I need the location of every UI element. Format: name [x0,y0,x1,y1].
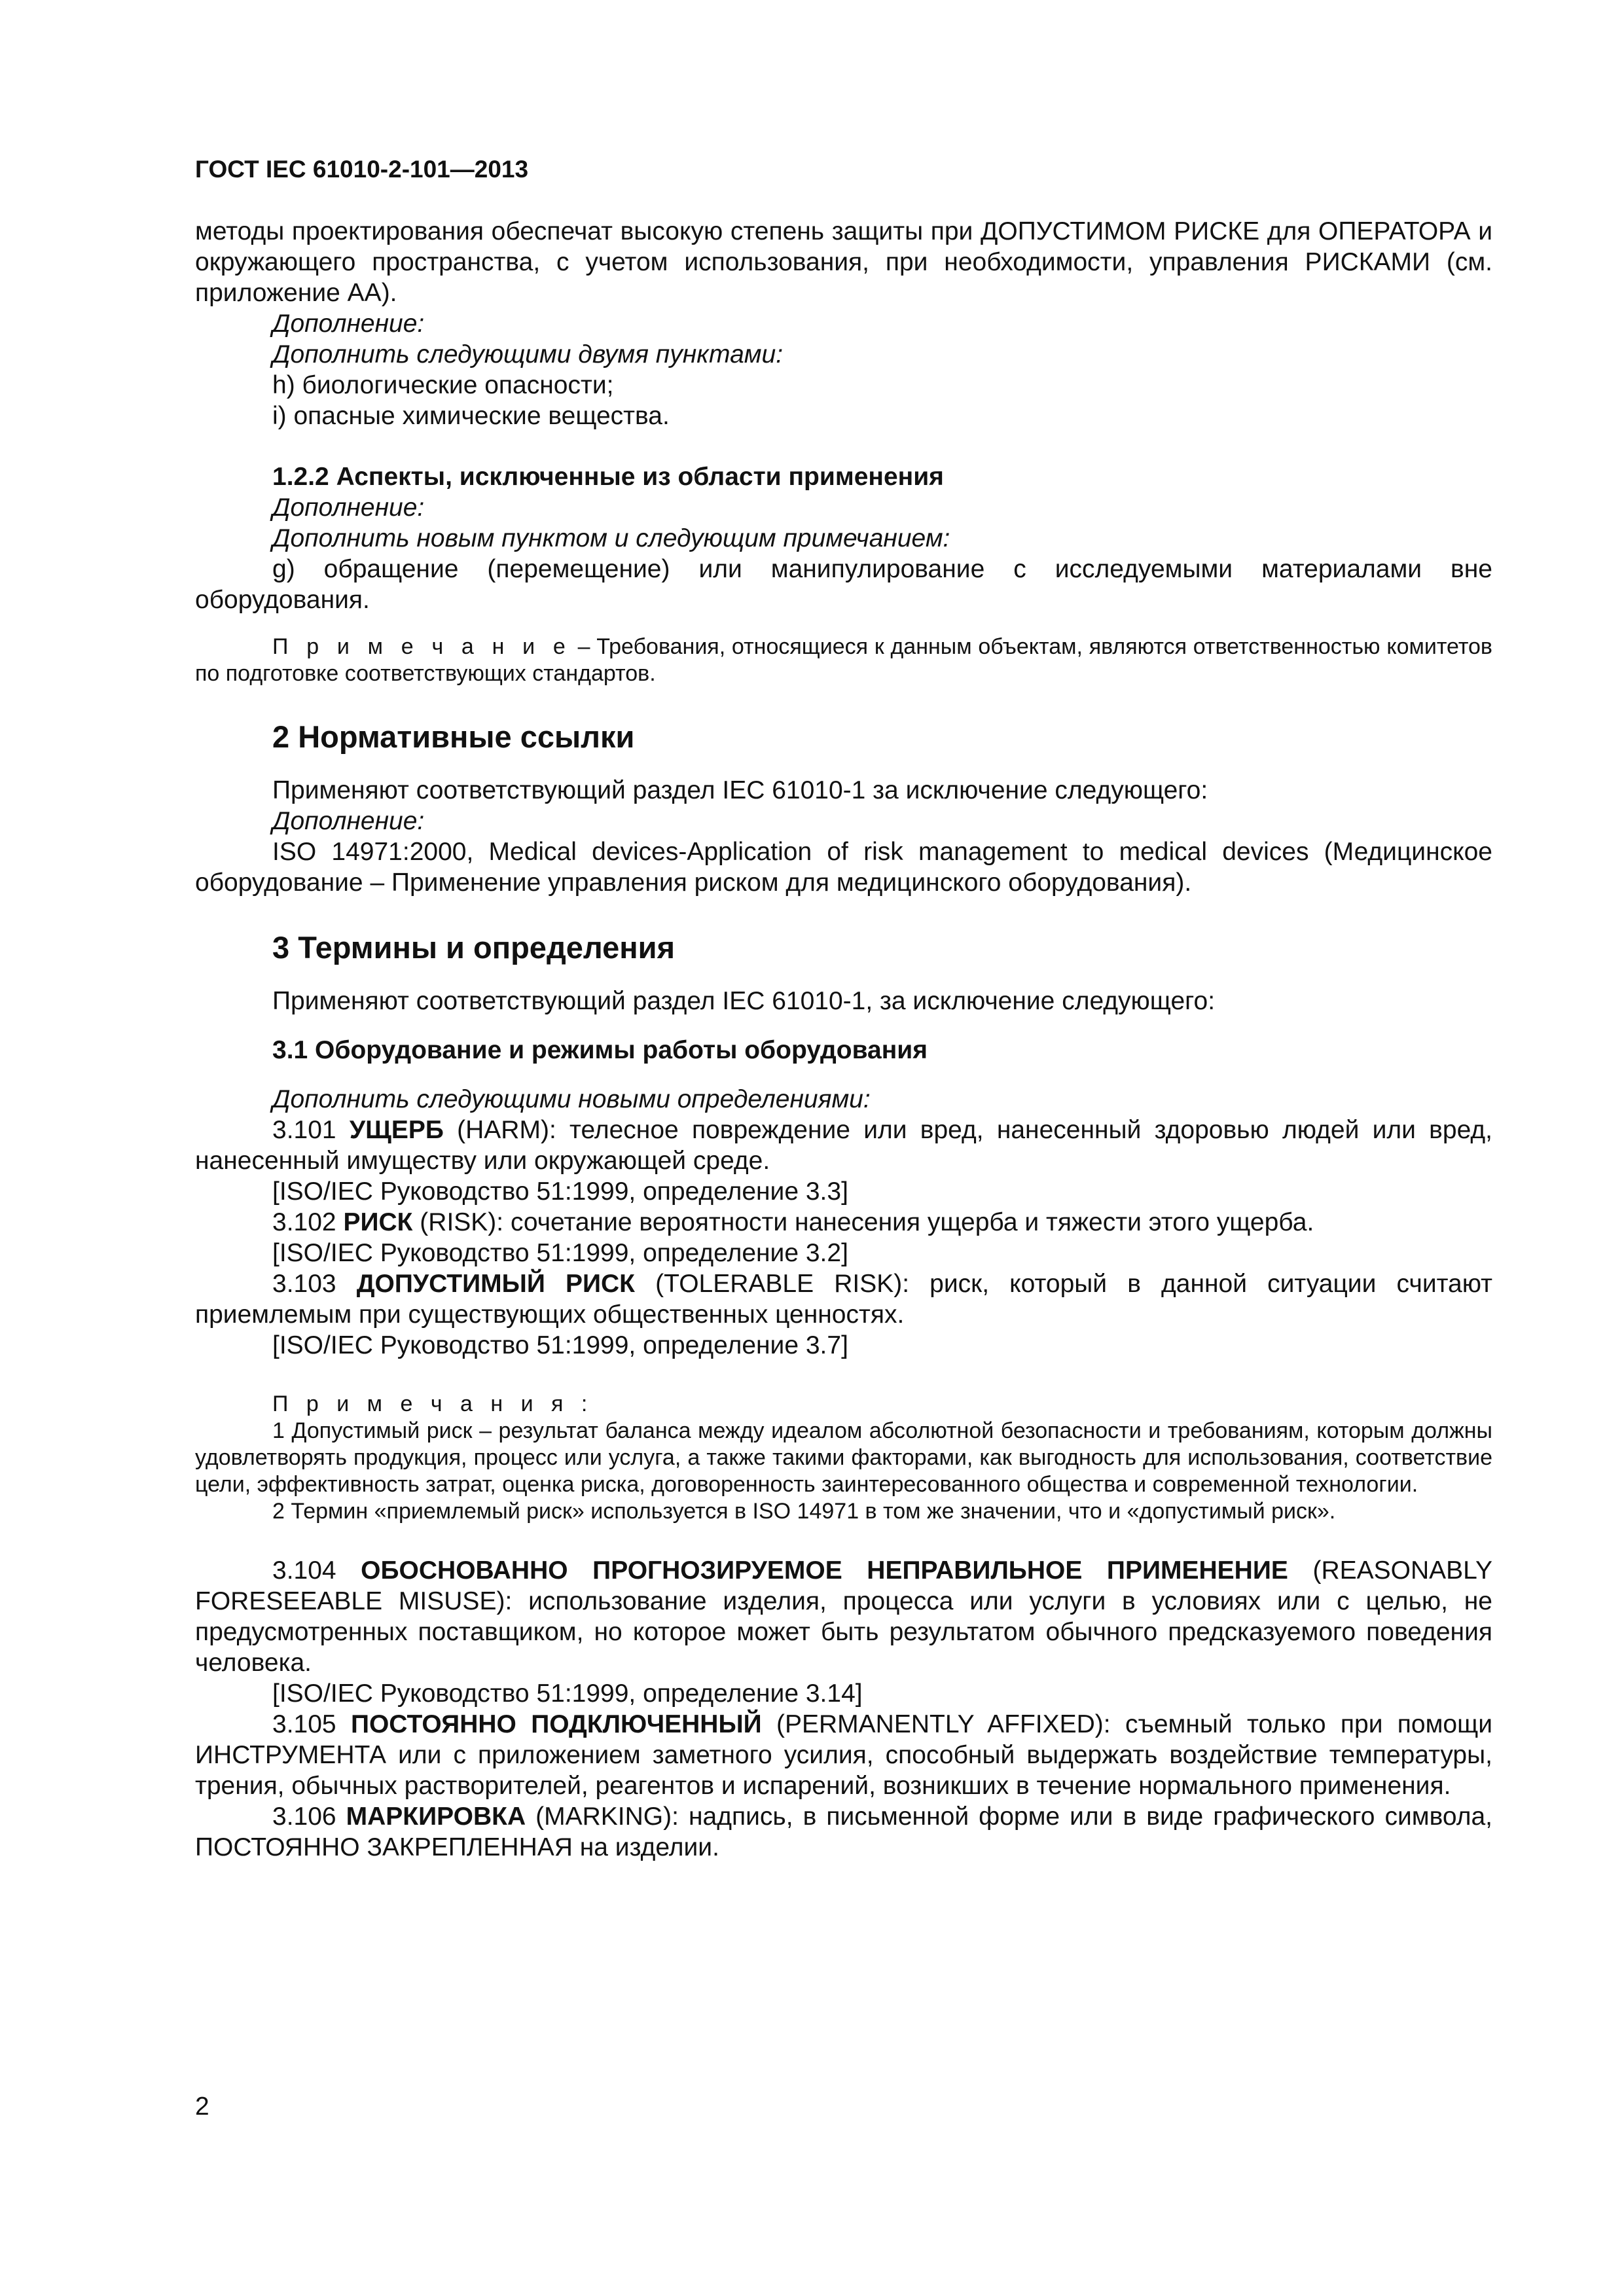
addition-instruction: Дополнить следующими новыми определениями: [272,1085,871,1113]
definition-3-103 [195,1268,1492,1330]
notes-label [195,1391,1492,1418]
definition-term: ПОСТОЯННО ПОДКЛЮЧЕННЫЙ [350,1710,762,1738]
definition-number: 3.104 [272,1556,361,1585]
definition-text: (MARKING): надпись, в письменной форме или в виде графического символа, ПОСТОЯННО ЗАКРЕПЛЕННАЯ на изделии. [195,1803,1492,1861]
addition-label: Дополнение: [272,493,425,522]
definition-text: (RISK): сочетание вероятности нанесения ущерба и тяжести этого ущерба. [412,1208,1314,1236]
definition-number: 3.101 [272,1116,350,1144]
definition-reference: [ISO/IEC Руководство 51:1999, определение 3.7] [272,1331,848,1359]
definition-term: ДОПУСТИМЫЙ РИСК [356,1270,635,1298]
intro-paragraph: методы проектирования обеспечат высокую степень защиты при ДОПУСТИМОМ РИСКЕ для ОПЕРАТОРА и окружающего пространства, с учетом использования, при необходимости, управления РИСКАМИ (см. приложение АА). [195,217,1492,307]
iso-reference: ISO 14971:2000, Medical devices-Application of risk management to medical devices (Медицинское оборудование – Применение управления риском для медицинского оборудования). [195,838,1492,897]
document-body [195,216,1492,1863]
notes-label-text: П р и м е ч а н и я : [272,1391,594,1416]
spacer [195,1525,1492,1555]
definition-term: МАРКИРОВКА [346,1803,526,1831]
definition-term: РИСК [343,1208,413,1236]
definition-number: 3.102 [272,1208,344,1236]
addition-instruction: Дополнить следующими двумя пунктами: [272,340,784,368]
definition-text: (HARM): телесное повреждение или вред, нанесенный здоровью людей или вред, нанесенный имуществу или окружающей среде. [195,1116,1492,1175]
spacer [195,967,1492,986]
definition-term: ОБОСНОВАННО ПРОГНОЗИРУЕМОЕ НЕПРАВИЛЬНОЕ ПРИМЕНЕНИЕ [361,1556,1288,1585]
section-2-title: 2 Нормативные ссылки [272,719,635,754]
definition-3-102 [195,1207,1492,1238]
addition-label: Дополнение: [272,310,425,338]
addition-instruction: Дополнить новым пунктом и следующим примечанием: [272,524,950,552]
note-item-1: 1 Допустимый риск – результат баланса между идеалом абсолютной безопасности и требованиям, которым должны удовлетворять продукция, процесс или услуга, а также такими факторами, как выгодность для использования, соответствие цели, эффективность затрат, оценка риска, договоренность заинтересованного общества и современной технологии. [195,1418,1492,1497]
definition-3-101 [195,1115,1492,1176]
definition-3-104 [195,1555,1492,1678]
definition-reference: [ISO/IEC Руководство 51:1999, определение 3.14] [272,1679,863,1708]
definition-number: 3.105 [272,1710,351,1738]
definition-term: УЩЕРБ [349,1116,444,1144]
spacer [195,898,1492,928]
section-3-paragraph: Применяют соответствующий раздел IEC 61010-1, за исключение следующего: [272,987,1216,1015]
section-3-1-title: 3.1 Оборудование и режимы работы оборудования [272,1036,928,1064]
addition-label: Дополнение: [272,807,425,835]
definition-text: (PERMANENTLY AFFIXED): съемный только при помощи ИНСТРУМЕНТА или с приложением заметного усилия, способный выдержать воздействие температуры, трения, обычных растворителей, реагентов и испарений, возникших в течение нормального применения. [195,1710,1492,1800]
spacer [195,757,1492,775]
definition-text: (REASONABLY FORESEEABLE MISUSE): использование изделия, процесса или услуги в условиях или с целью, не предусмотренных поставщиком, но которое может быть результатом обычного предсказуемого поведения человека. [195,1556,1492,1677]
definition-3-105 [195,1709,1492,1801]
section-3-title: 3 Термины и определения [272,930,675,965]
spacer [195,1361,1492,1391]
list-item-i: i) опасные химические вещества. [272,402,670,430]
definition-number: 3.103 [272,1270,357,1298]
note-item-2: 2 Термин «приемлемый риск» используется в ISO 14971 в том же значении, что и «допустимый риск». [272,1499,1336,1524]
definition-text: (TOLERABLE RISK): риск, который в данной ситуации считают приемлемым при существующих общественных ценностях. [195,1270,1492,1329]
list-item-g: g) обращение (перемещение) или манипулирование с исследуемыми материалами вне оборудования. [195,555,1492,614]
definition-number: 3.106 [272,1803,346,1831]
definition-3-106 [195,1801,1492,1863]
note-label: П р и м е ч а н и е [272,634,571,659]
section-1-2-2-title: 1.2.2 Аспекты, исключенные из области применения [272,463,944,491]
definition-reference: [ISO/IEC Руководство 51:1999, определение 3.3] [272,1177,848,1206]
note-text: – Требования, относящиеся к данным объектам, являются ответственностью комитетов по подготовке соответствующих стандартов. [195,634,1492,686]
spacer [195,615,1492,634]
spacer [195,1016,1492,1035]
note-paragraph [195,634,1492,687]
page-number: 2 [195,2092,209,2121]
section-2-paragraph: Применяют соответствующий раздел IEC 61010-1 за исключение следующего: [272,776,1208,804]
document-code-header: ГОСТ IEC 61010-2-101—2013 [195,156,529,183]
definition-reference: [ISO/IEC Руководство 51:1999, определение 3.2] [272,1239,848,1267]
spacer [195,687,1492,717]
spacer [195,1066,1492,1084]
list-item-h: h) биологические опасности; [272,371,614,399]
spacer [195,431,1492,461]
